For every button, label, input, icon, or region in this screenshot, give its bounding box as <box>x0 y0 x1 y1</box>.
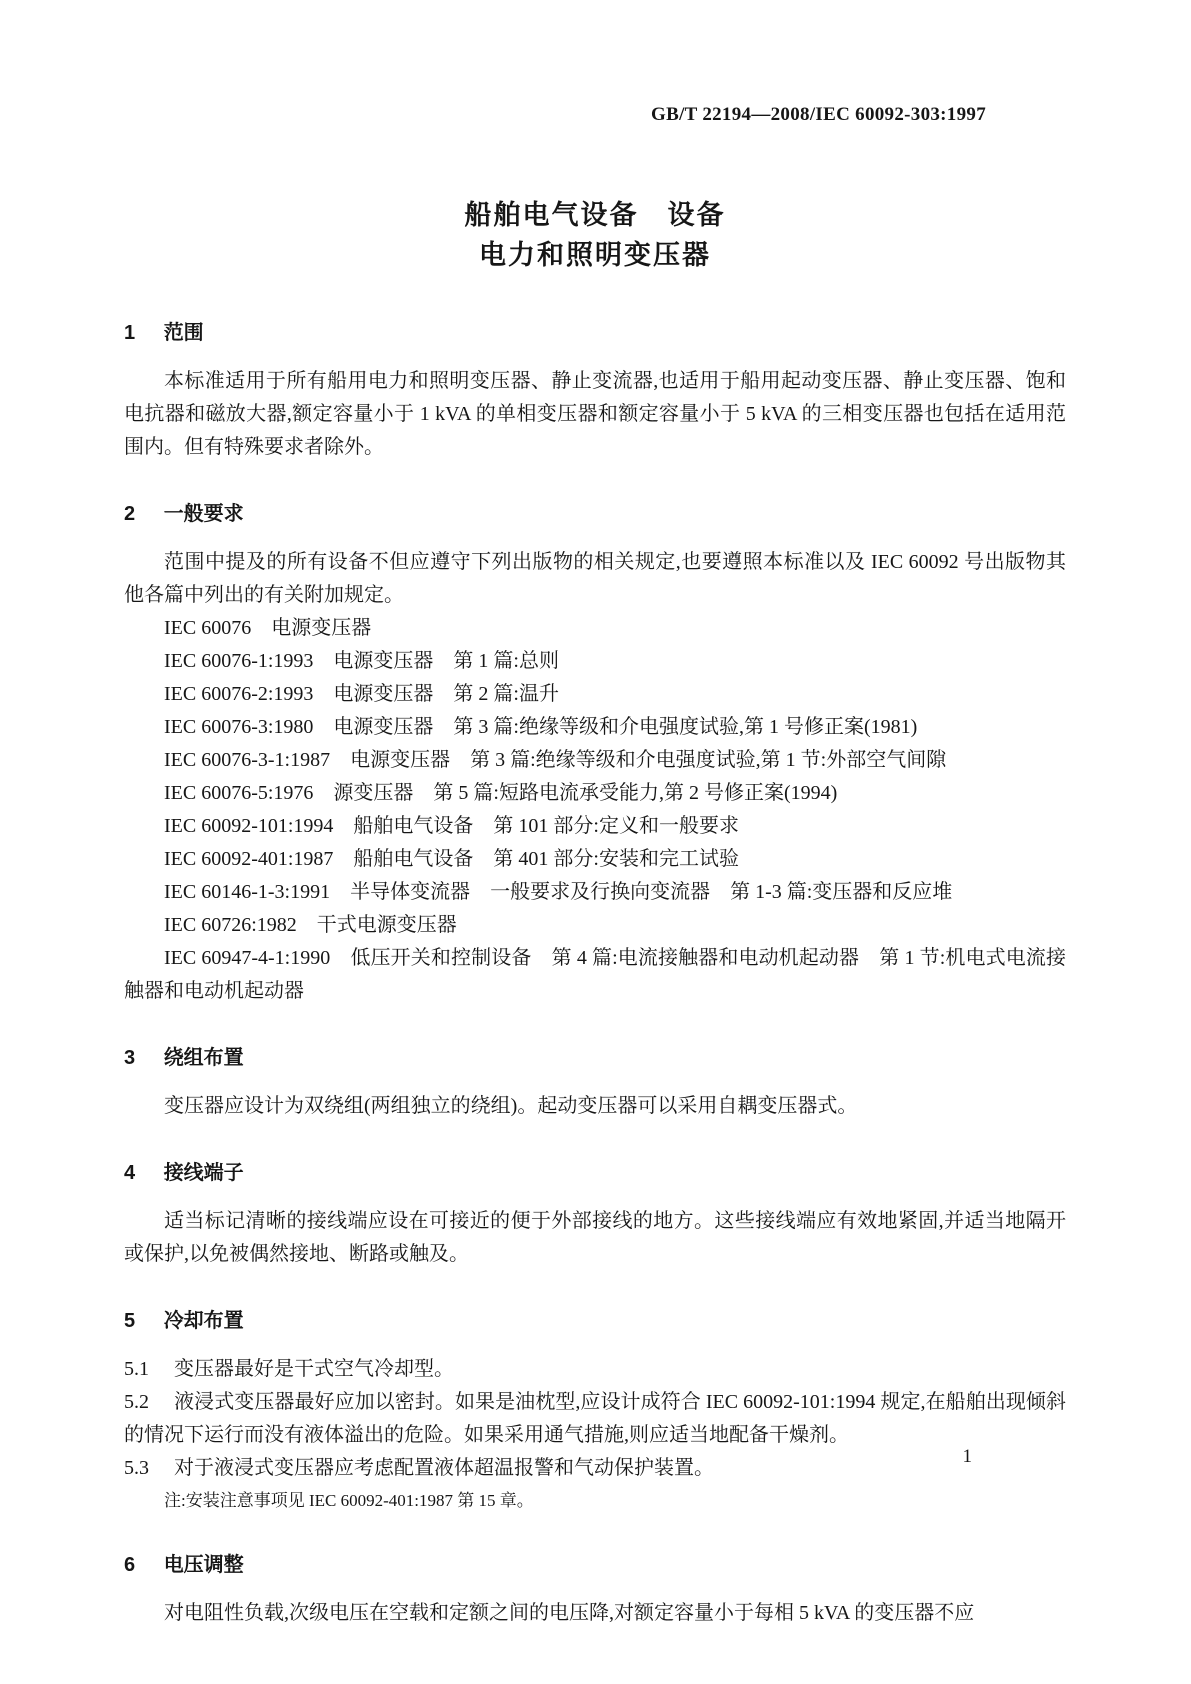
section-title: 接线端子 <box>163 1162 244 1184</box>
section-heading <box>124 1042 1066 1075</box>
section-scope <box>124 317 1066 464</box>
reference-item: IEC 60076 电源变压器 <box>164 617 372 639</box>
reference-item: IEC 60076-3-1:1987 电源变压器 第 3 篇:绝缘等级和介电强度试验,第 1 节:外部空气间隙 <box>164 749 947 771</box>
title-line-1: 船舶电气设备 设备 <box>464 200 726 230</box>
clause-5-3 <box>124 1452 1066 1485</box>
clause-text: 液浸式变压器最好应加以密封。如果是油枕型,应设计成符合 IEC 60092-101:1994 规定,在船舶出现倾斜的情况下运行而没有液体溢出的危险。如果采用通气措施,则应适当地配备干燥剂。 <box>124 1391 1066 1446</box>
title-line-2: 电力和照明变压器 <box>479 240 711 270</box>
reference-item: IEC 60076-2:1993 电源变压器 第 2 篇:温升 <box>164 683 559 705</box>
section-title: 冷却布置 <box>163 1310 244 1332</box>
section-title: 电压调整 <box>163 1554 244 1576</box>
reference-item: IEC 60146-1-3:1991 半导体变流器 一般要求及行换向变流器 第 1-3 篇:变压器和反应堆 <box>164 881 953 903</box>
section-cooling-arrangement <box>124 1305 1066 1515</box>
paragraph: 变压器应设计为双绕组(两组独立的绕组)。起动变压器可以采用自耦变压器式。 <box>164 1095 858 1117</box>
paragraph: 对电阻性负载,次级电压在空载和定额之间的电压降,对额定容量小于每相 5 kVA 的变压器不应 <box>164 1602 975 1624</box>
reference-item: IEC 60726:1982 干式电源变压器 <box>164 914 457 936</box>
standard-number: GB/T 22194—2008/IEC 60092-303:1997 <box>651 104 986 125</box>
reference-item: IEC 60092-101:1994 船舶电气设备 第 101 部分:定义和一般要求 <box>164 815 739 837</box>
reference-item: IEC 60947-4-1:1990 低压开关和控制设备 第 4 篇:电流接触器和电动机起动器 第 1 节:机电式电流接触器和电动机起动器 <box>124 947 1066 1002</box>
reference-item: IEC 60076-1:1993 电源变压器 第 1 篇:总则 <box>164 650 559 672</box>
page-number: 1 <box>962 1446 972 1467</box>
document-title <box>124 195 1066 275</box>
clause-number: 5.2 <box>124 1391 149 1413</box>
paragraph: 本标准适用于所有船用电力和照明变压器、静止变流器,也适用于船用起动变压器、静止变压器、饱和电抗器和磁放大器,额定容量小于 1 kVA 的单相变压器和额定容量小于 5 kVA 的三相变压器也包括在适用范围内。但有特殊要求者除外。 <box>124 370 1066 458</box>
section-heading <box>124 1549 1066 1582</box>
section-heading <box>124 317 1066 350</box>
section-number: 4 <box>124 1162 136 1184</box>
section-number: 1 <box>124 322 136 344</box>
clause-5-1 <box>124 1353 1066 1386</box>
paragraph: 范围中提及的所有设备不但应遵守下列出版物的相关规定,也要遵照本标准以及 IEC 60092 号出版物其他各篇中列出的有关附加规定。 <box>124 551 1066 606</box>
reference-item: IEC 60092-401:1987 船舶电气设备 第 401 部分:安装和完工试验 <box>164 848 739 870</box>
document-header <box>124 103 1066 127</box>
reference-item: IEC 60076-3:1980 电源变压器 第 3 篇:绝缘等级和介电强度试验,第 1 号修正案(1981) <box>164 716 918 738</box>
section-title: 绕组布置 <box>163 1047 244 1069</box>
section-heading <box>124 498 1066 531</box>
clause-5-2 <box>124 1386 1066 1452</box>
section-winding-arrangement <box>124 1042 1066 1123</box>
section-number: 3 <box>124 1047 136 1069</box>
clause-text: 对于液浸式变压器应考虑配置液体超温报警和气动保护装置。 <box>174 1457 714 1479</box>
section-number: 6 <box>124 1554 136 1576</box>
section-number: 5 <box>124 1310 136 1332</box>
section-heading <box>124 1305 1066 1338</box>
clause-number: 5.1 <box>124 1358 149 1380</box>
section-number: 2 <box>124 503 136 525</box>
installation-note: 注:安装注意事项见 IEC 60092-401:1987 第 15 章。 <box>164 1491 534 1510</box>
section-heading <box>124 1157 1066 1190</box>
section-terminals <box>124 1157 1066 1271</box>
section-voltage-regulation <box>124 1549 1066 1630</box>
paragraph: 适当标记清晰的接线端应设在可接近的便于外部接线的地方。这些接线端应有效地紧固,并适当地隔开或保护,以免被偶然接地、断路或触及。 <box>124 1210 1066 1265</box>
reference-item: IEC 60076-5:1976 源变压器 第 5 篇:短路电流承受能力,第 2 号修正案(1994) <box>164 782 838 804</box>
section-title: 一般要求 <box>163 503 244 525</box>
clause-text: 变压器最好是干式空气冷却型。 <box>174 1358 454 1380</box>
section-title: 范围 <box>163 322 204 344</box>
clause-number: 5.3 <box>124 1457 149 1479</box>
section-general-requirements <box>124 498 1066 1008</box>
